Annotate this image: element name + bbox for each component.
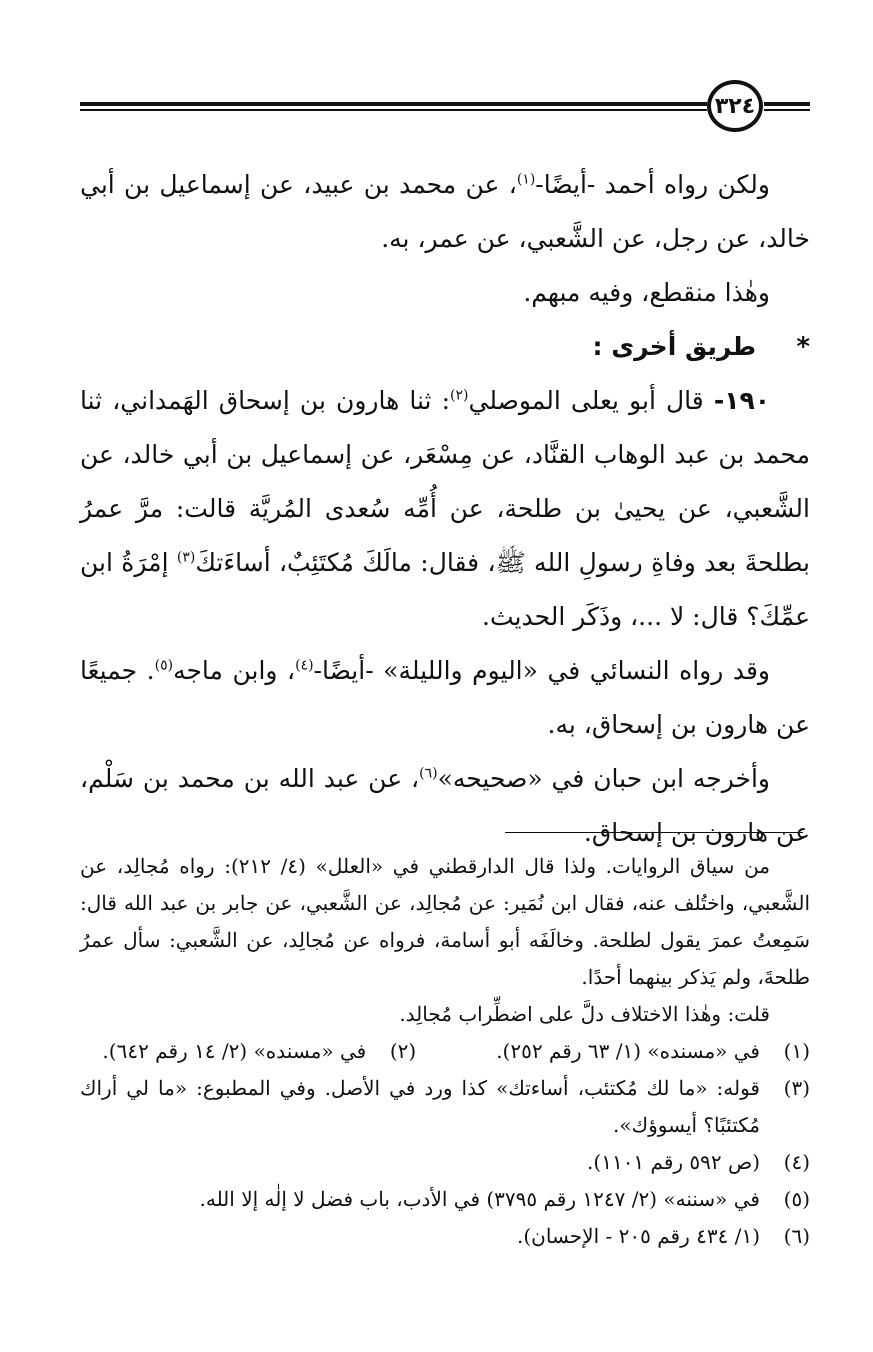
footnote-continuation: من سياق الروايات. ولذا قال الدارقطني في «العلل» (٤/ ٢١٢): رواه مُجالِد، عن الشَّعبي، واختُلف عنه، فقال ابن نُمَير: عن مُجالِد، عن الشَّعبي، عن جابر بن عبد الله قال: سَمِعتُ عمرَ يقول لطلحة. وخالَفَه أبو أسامة، فرواه عن مُجالِد، عن الشَّعبي: سأل عمرُ طلحةَ، ولم يَذكر بينهما أحدًا.	[80, 854, 810, 989]
footnote-text: (١/ ٤٣٤ رقم ٢٠٥ - الإحسان).	[517, 1224, 760, 1248]
header-rule-tail	[764, 102, 810, 106]
footnote-number: (٣)	[783, 1076, 810, 1100]
header-rule	[80, 102, 707, 106]
footnote-text: (ص ٥٩٢ رقم ١١٠١).	[587, 1150, 760, 1174]
paragraph-1	[80, 158, 810, 266]
paragraph-4	[80, 752, 810, 860]
heading-text: طريق أخرى :	[592, 332, 756, 361]
footnote-item	[80, 1070, 810, 1144]
footnote-ref[interactable]: (٦)	[419, 765, 438, 782]
text-span: . جميعًا عن هارون بن إسحاق، به.	[80, 656, 810, 739]
text-span: ، وابن ماجه	[173, 656, 296, 685]
hadith-190	[80, 374, 810, 644]
text-span: ولكن رواه أحمد -أيضًا-	[535, 170, 770, 199]
star-icon: *	[796, 332, 810, 362]
main-text	[80, 158, 810, 860]
text-span: وأخرجه ابن حبان في «صحيحه»	[437, 764, 771, 793]
footnote-item	[80, 1144, 810, 1181]
footnotes	[80, 848, 810, 1255]
header-rule-tail-thin	[764, 109, 810, 111]
footnote-item	[496, 1033, 810, 1070]
header-rule-thin	[80, 109, 707, 111]
footnote-divider	[505, 832, 803, 833]
footnote-number: (٥)	[783, 1187, 810, 1211]
text-span: ، عن محمد بن عبيد، عن إسماعيل بن أبي خالد، عن رجل، عن الشَّعبي، عن عمر، به.	[80, 170, 810, 253]
footnote-note: قلت: وهٰذا الاختلاف دلَّ على اضطِّراب مُجالِد.	[399, 1002, 770, 1026]
footnote-text: قوله: «ما لك مُكتئب، أساءتك» كذا ورد في الأصل. وفي المطبوع: «ما لي أراك مُكتئبًا؟ أيسوؤك».	[80, 1076, 760, 1137]
footnote-number: (٦)	[783, 1224, 810, 1248]
footnote-ref[interactable]: (١)	[516, 171, 536, 188]
hadith-number: ١٩٠-	[713, 386, 770, 415]
footnote-ref[interactable]: (٢)	[450, 387, 469, 404]
footnote-number: (٤)	[783, 1150, 810, 1174]
text-span: إمْرَةُ ابن عمِّكَ؟ قال: لا ...، وذَكَر الحديث.	[80, 548, 810, 631]
section-heading	[80, 320, 810, 374]
footnote-row	[80, 1033, 810, 1070]
footnote-ref[interactable]: (٥)	[154, 657, 174, 674]
footnote-text: في «مسنده» (١/ ٦٣ رقم ٢٥٢).	[496, 1039, 760, 1063]
text-span: قال أبو يعلى الموصلي	[468, 386, 704, 415]
footnote-number: (١)	[783, 1039, 810, 1063]
footnote-text: في «مسنده» (٢/ ١٤ رقم ٦٤٢).	[102, 1039, 367, 1063]
footnote-item	[102, 1033, 416, 1070]
text-span: : ثنا هارون بن إسحاق الهَمداني، ثنا محمد بن عبد الوهاب القنَّاد، عن مِسْعَر، عن إسماعيل بن أبي خالد، عن الشَّعبي، عن يحيىٰ بن طلحة، عن أُمِّه سُعدى المُريَّة قالت: مرَّ عمرُ بطلحةَ بعد وفاةِ رسولِ الله ﷺ، فقال: مالَكَ مُكتَئِبٌ، أساءَتكَ	[80, 386, 810, 577]
page-header	[80, 78, 810, 138]
page-number: ٣٢٤	[707, 80, 763, 132]
text-span: ، عن عبد الله بن محمد بن سَلْم، عن هارون بن إسحاق.	[80, 764, 810, 847]
footnote-number: (٢)	[389, 1039, 417, 1063]
paragraph-3	[80, 644, 810, 752]
paragraph-2: وهٰذا منقطع، وفيه مبهم.	[523, 278, 770, 307]
text-span: وقد رواه النسائي في «اليوم والليلة» -أيضًا-	[313, 656, 770, 685]
footnote-ref[interactable]: (٣)	[176, 549, 196, 566]
footnote-item	[80, 1181, 810, 1218]
footnote-text: في «سننه» (٢/ ١٢٤٧ رقم ٣٧٩٥) في الأدب، باب فضل لا إلٰه إلا الله.	[199, 1187, 760, 1211]
footnote-item	[80, 1218, 810, 1255]
footnote-ref[interactable]: (٤)	[295, 657, 314, 674]
